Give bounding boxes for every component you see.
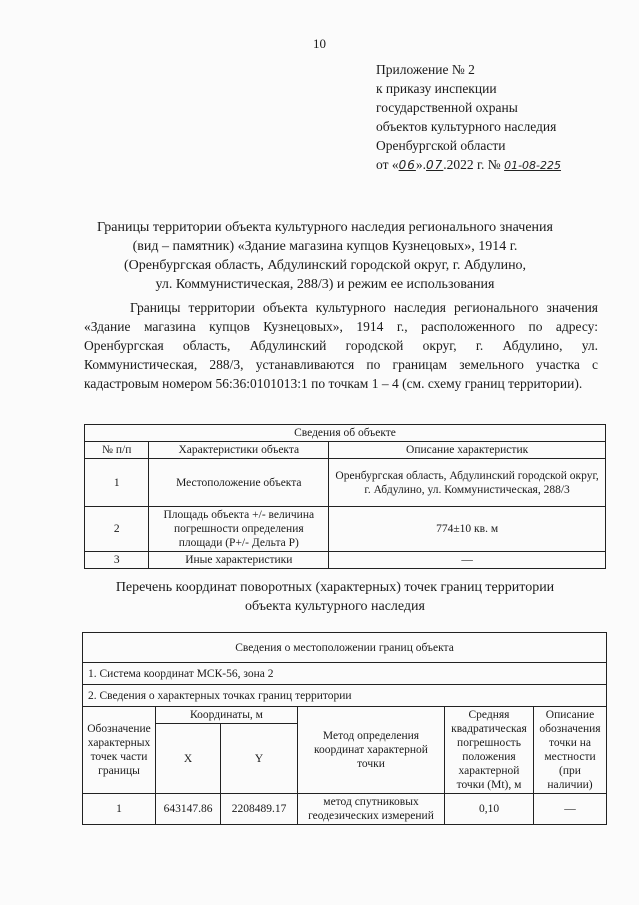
header-description: Описание обозначения точки на местности (при наличии) bbox=[534, 707, 607, 794]
date-mid: ». bbox=[415, 157, 427, 172]
table-row bbox=[85, 459, 606, 507]
table-caption: Сведения об объекте bbox=[85, 425, 606, 442]
header-y: Y bbox=[221, 724, 298, 794]
appendix-line: Приложение № 2 bbox=[376, 62, 475, 77]
table-cell: 1 bbox=[85, 459, 149, 507]
header-coordinates: Координаты, м bbox=[156, 707, 298, 724]
header-error: Средняя квадратическая погрешность положения характерной точки (Mt), м bbox=[445, 707, 534, 794]
table-cell: Местоположение объекта bbox=[149, 459, 329, 507]
table-cell: — bbox=[329, 552, 606, 569]
date-prefix: от « bbox=[376, 157, 399, 172]
table-row bbox=[85, 507, 606, 552]
table-cell: 774±10 кв. м bbox=[329, 507, 606, 552]
appendix-line: к приказу инспекции bbox=[376, 81, 497, 96]
header-method: Метод определения координат характерной точки bbox=[298, 707, 445, 794]
table-row bbox=[83, 794, 607, 825]
handwritten-order-number: 01-08-225 bbox=[504, 159, 562, 172]
coordinate-system-row: 1. Система координат МСК-56, зона 2 bbox=[83, 663, 607, 685]
appendix-line: государственной охраны bbox=[376, 100, 518, 115]
table-header-cell: Описание характеристик bbox=[329, 442, 606, 459]
subtitle-line: объекта культурного наследия bbox=[245, 599, 425, 614]
header-x: X bbox=[156, 724, 221, 794]
appendix-line: объектов культурного наследия bbox=[376, 119, 557, 134]
table-header-cell: Характеристики объекта bbox=[149, 442, 329, 459]
table-cell: Площадь объекта +/- величина погрешности определения площади (P+/- Дельта P) bbox=[149, 507, 329, 552]
body-paragraph: Границы территории объекта культурного наследия регионального значения «Здание магазина купцов Кузнецовых», 1914 г., расположенного по адресу: Оренбургская область, Абдулинский городской округ, г. Абдулино, ул. Коммунистическая, 288/3, устанавливаются по границам земельного участка с кадастровым номером 56:36:0101013:1 по точкам 1 – 4 (см. схему границ территории). bbox=[84, 300, 598, 391]
handwritten-day: 06 bbox=[398, 158, 416, 172]
table-cell: — bbox=[534, 794, 607, 825]
title-line: (Оренбургская область, Абдулинский городской округ, г. Абдулино, bbox=[123, 258, 527, 273]
table-cell: Оренбургская область, Абдулинский городской округ, г. Абдулино, ул. Коммунистическая, 288/3 bbox=[329, 459, 606, 507]
table-cell: 643147.86 bbox=[156, 794, 221, 825]
header-designation: Обозначение характерных точек части границы bbox=[83, 707, 156, 794]
coordinates-table bbox=[82, 632, 607, 825]
title-line: (вид – памятник) «Здание магазина купцов Кузнецовых», 1914 г. bbox=[132, 239, 518, 254]
table-cell: 3 bbox=[85, 552, 149, 569]
table-cell: Иные характеристики bbox=[149, 552, 329, 569]
subtitle-line: Перечень координат поворотных (характерных) точек границ территории bbox=[115, 580, 555, 595]
appendix-line: Оренбургской области bbox=[376, 138, 506, 153]
title-line: Границы территории объекта культурного наследия регионального значения bbox=[97, 220, 553, 235]
title-line: ул. Коммунистическая, 288/3) и режим ее использования bbox=[155, 277, 495, 292]
document-title bbox=[60, 218, 590, 294]
table-cell: 1 bbox=[83, 794, 156, 825]
object-info-table bbox=[84, 424, 606, 569]
table-cell: 0,10 bbox=[445, 794, 534, 825]
table-cell: 2 bbox=[85, 507, 149, 552]
coordinates-section-title bbox=[70, 578, 600, 616]
appendix-header bbox=[376, 60, 561, 175]
handwritten-month: 07 bbox=[426, 158, 444, 172]
table-cell: метод спутниковых геодезических измерений bbox=[298, 794, 445, 825]
page-number: 10 bbox=[313, 36, 326, 51]
order-date-line bbox=[376, 155, 561, 175]
points-caption-row: 2. Сведения о характерных точках границ территории bbox=[83, 685, 607, 707]
table-header-cell: № п/п bbox=[85, 442, 149, 459]
table-caption: Сведения о местоположении границ объекта bbox=[83, 633, 607, 663]
table-row bbox=[85, 552, 606, 569]
table-cell: 2208489.17 bbox=[221, 794, 298, 825]
year-part: .2022 г. № bbox=[443, 157, 501, 172]
